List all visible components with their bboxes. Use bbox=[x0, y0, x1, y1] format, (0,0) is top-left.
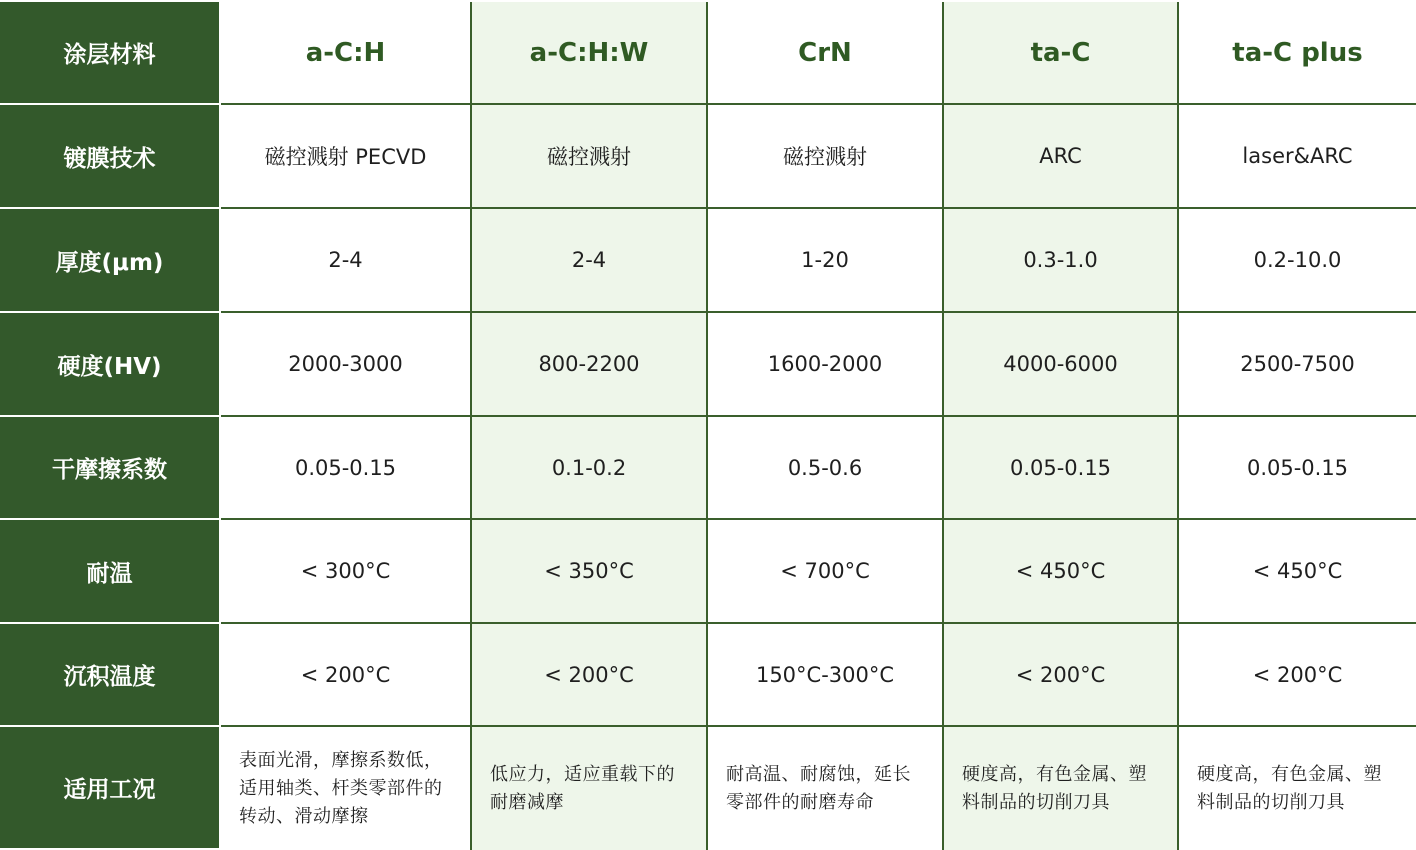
table-cell: 1600-2000 bbox=[708, 313, 944, 417]
row-header-deposition-technique: 镀膜技术 bbox=[0, 105, 221, 209]
table-cell: < 450°C bbox=[1179, 520, 1416, 624]
row-header-deposition-temperature: 沉积温度 bbox=[0, 624, 221, 727]
table-cell: 磁控溅射 PECVD bbox=[221, 105, 472, 209]
row-header-thickness: 厚度(μm) bbox=[0, 209, 221, 313]
row-header-temperature-resistance: 耐温 bbox=[0, 520, 221, 624]
table-cell: 2-4 bbox=[472, 209, 708, 313]
corner-header: 涂层材料 bbox=[0, 2, 221, 105]
table-cell: laser&ARC bbox=[1179, 105, 1416, 209]
table-cell: < 700°C bbox=[708, 520, 944, 624]
table-cell: 耐高温、耐腐蚀，延长零部件的耐磨寿命 bbox=[708, 727, 944, 850]
column-header-ta-c-plus: ta-C plus bbox=[1179, 2, 1416, 105]
table-cell: < 200°C bbox=[1179, 624, 1416, 727]
table-cell: 硬度高，有色金属、塑料制品的切削刀具 bbox=[1179, 727, 1416, 850]
table-cell: 表面光滑，摩擦系数低，适用轴类、杆类零部件的转动、滑动摩擦 bbox=[221, 727, 472, 850]
column-header-a-c-h-w: a-C:H:W bbox=[472, 2, 708, 105]
table-cell: 2000-3000 bbox=[221, 313, 472, 417]
table-cell: ARC bbox=[944, 105, 1179, 209]
row-header-dry-friction-coefficient: 干摩擦系数 bbox=[0, 417, 221, 520]
table-cell: 150°C-300°C bbox=[708, 624, 944, 727]
table-cell: 0.5-0.6 bbox=[708, 417, 944, 520]
table-cell: 1-20 bbox=[708, 209, 944, 313]
table-cell: 低应力，适应重载下的耐磨减摩 bbox=[472, 727, 708, 850]
table-cell: 0.2-10.0 bbox=[1179, 209, 1416, 313]
table-cell: < 200°C bbox=[221, 624, 472, 727]
table-cell: 4000-6000 bbox=[944, 313, 1179, 417]
table-cell: 磁控溅射 bbox=[472, 105, 708, 209]
row-header-applications: 适用工况 bbox=[0, 727, 221, 850]
table-cell: 磁控溅射 bbox=[708, 105, 944, 209]
column-header-crn: CrN bbox=[708, 2, 944, 105]
table-cell: < 200°C bbox=[944, 624, 1179, 727]
table-cell: < 450°C bbox=[944, 520, 1179, 624]
table-cell: < 200°C bbox=[472, 624, 708, 727]
table-cell: 0.05-0.15 bbox=[1179, 417, 1416, 520]
table-cell: 0.05-0.15 bbox=[221, 417, 472, 520]
row-header-hardness: 硬度(HV) bbox=[0, 313, 221, 417]
table-cell: 0.1-0.2 bbox=[472, 417, 708, 520]
table-cell: 800-2200 bbox=[472, 313, 708, 417]
table-cell: 0.05-0.15 bbox=[944, 417, 1179, 520]
table-cell: 0.3-1.0 bbox=[944, 209, 1179, 313]
table-cell: 2-4 bbox=[221, 209, 472, 313]
table-cell: 硬度高，有色金属、塑料制品的切削刀具 bbox=[944, 727, 1179, 850]
table-cell: < 300°C bbox=[221, 520, 472, 624]
column-header-a-c-h: a-C:H bbox=[221, 2, 472, 105]
table-cell: 2500-7500 bbox=[1179, 313, 1416, 417]
column-header-ta-c: ta-C bbox=[944, 2, 1179, 105]
table-cell: < 350°C bbox=[472, 520, 708, 624]
